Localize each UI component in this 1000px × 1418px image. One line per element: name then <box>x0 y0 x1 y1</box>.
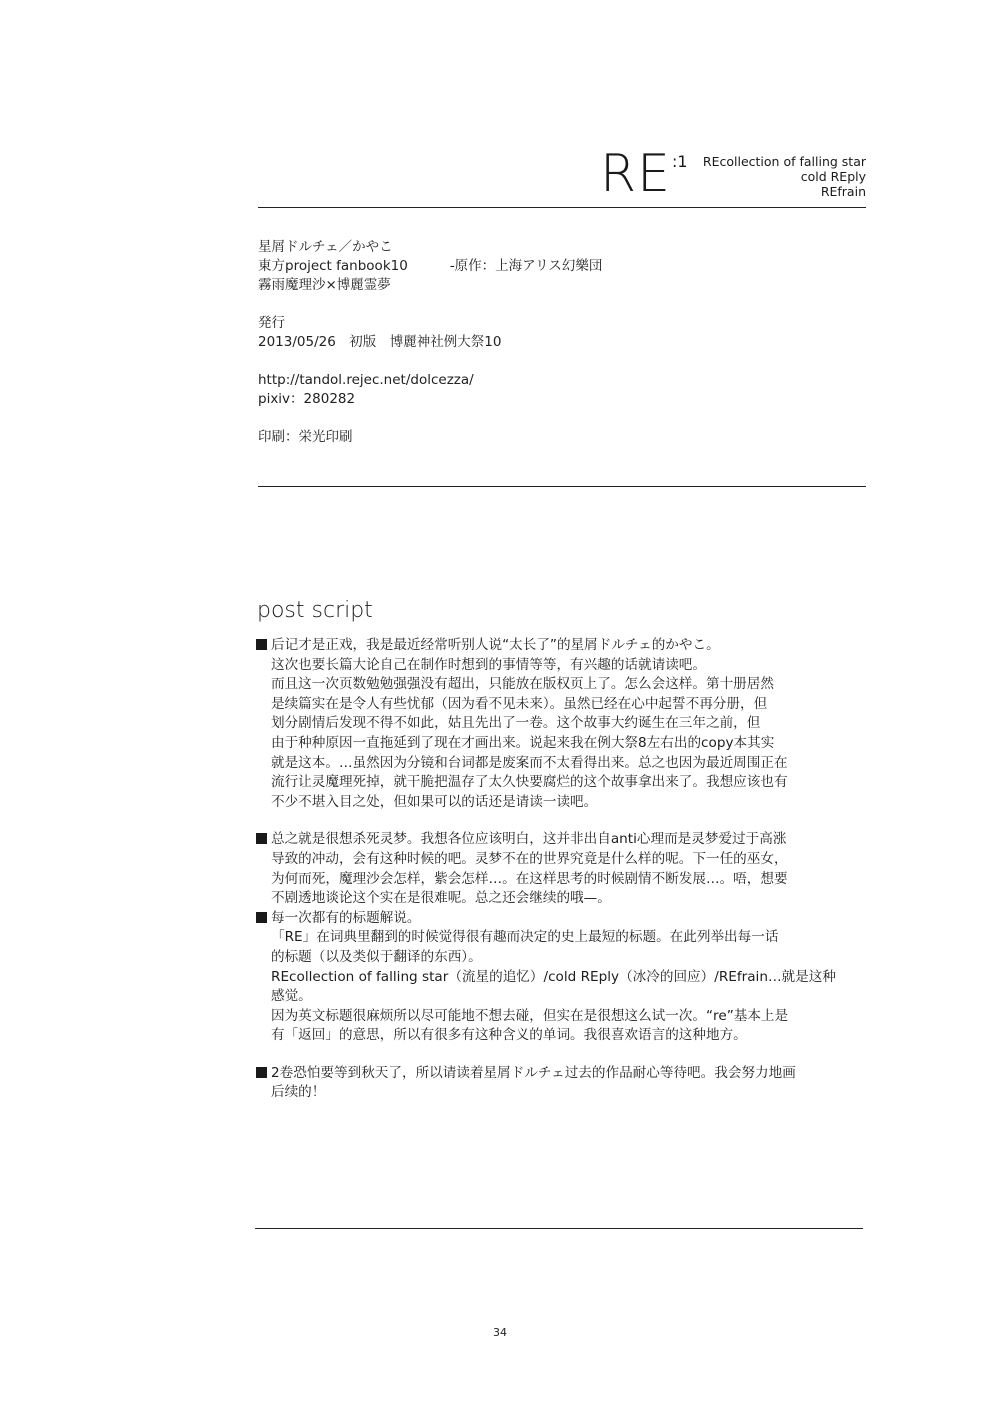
postscript-paragraph <box>256 1064 876 1103</box>
bullet-square-icon <box>256 912 267 923</box>
text-line: 由于种种原因一直拖延到了现在才画出来。说起来我在例大祭8左右出的copy本其实 <box>271 734 775 751</box>
text-line: 而且这一次页数勉勉强强没有超出，只能放在版权页上了。怎么会这样。第十册居然 <box>271 676 774 693</box>
text-line: 这次也要长篇大论自己在制作时想到的事情等等，有兴趣的话就请读吧。 <box>271 656 706 673</box>
text-line: 因为英文标题很麻烦所以尽可能地不想去碰，但实在是很想这么试一次。“re”基本上是 <box>271 1007 789 1024</box>
title-volume: :1 <box>672 152 688 171</box>
text-line: 每一次都有的标题解说。 <box>271 909 421 926</box>
postscript-heading: post script <box>257 598 373 623</box>
subtitle-3: REfrain <box>820 184 866 199</box>
pixiv-id: pixiv：280282 <box>258 391 356 407</box>
bullet-square-icon <box>256 639 267 650</box>
text-line: 有「返回」的意思，所以有很多有这种含义的单词。我很喜欢语言的这种地方。 <box>271 1027 747 1044</box>
text-line: 是续篇实在是令人有些忧郁（因为看不见未来）。虽然已经在心中起誓不再分册，但 <box>271 695 768 712</box>
website-url: http://tandol.rejec.net/dolcezza/ <box>258 372 474 388</box>
text-line: 为何而死，魔理沙会怎样，紫会怎样…。在这样思考的时候剧情不断发展…。唔，想要 <box>271 870 788 887</box>
publish-label: 発行 <box>258 315 285 331</box>
text-line: 不少不堪入目之处，但如果可以的话还是请读一读吧。 <box>271 793 598 810</box>
postscript-paragraph <box>256 636 876 812</box>
page-number: 34 <box>493 1326 507 1339</box>
text-line: REcollection of falling star（流星的追忆）/cold REply（冰冷的回应）/REfrain…就是这种 <box>271 968 836 985</box>
divider-bottom <box>255 1228 863 1229</box>
printer: 印刷：栄光印刷 <box>258 429 353 445</box>
postscript-paragraph <box>256 830 876 908</box>
title-main: RE <box>600 144 671 204</box>
text-line: 导致的冲动，会有这种时候的吧。灵梦不在的世界究竟是什么样的呢。下一任的巫女， <box>271 850 788 867</box>
text-line: 就是这本。…虽然因为分镜和台词都是废案而不太看得出来。总之也因为最近周围正在 <box>271 754 788 771</box>
colophon <box>258 238 602 447</box>
text-line: 划分剧情后发现不得不如此，姑且先出了一卷。这个故事大约诞生在三年之前，但 <box>271 715 761 732</box>
series: 東方project fanbook10 <box>258 258 408 274</box>
text-line: 不剧透地谈论这个实在是很难呢。总之还会继续的哦—。 <box>271 890 611 907</box>
pairing: 霧雨魔理沙×博麗霊夢 <box>258 277 391 293</box>
text-line: 的标题（以及类似于翻译的东西）。 <box>271 948 482 965</box>
divider-middle <box>258 486 866 487</box>
text-line: 感觉。 <box>271 988 312 1005</box>
divider-top <box>258 207 866 208</box>
postscript-body <box>256 636 876 1103</box>
bullet-square-icon <box>256 833 267 844</box>
title-subtitles <box>703 154 866 199</box>
text-line: 「RE」在词典里翻到的时候觉得很有趣而决定的史上最短的标题。在此列举出每一话 <box>271 929 779 946</box>
series-line <box>258 257 602 276</box>
text-line: 2卷恐怕要等到秋天了，所以请读着星屑ドルチェ过去的作品耐心等待吧。我会努力地画 <box>271 1064 796 1081</box>
circle-author: 星屑ドルチェ／かやこ <box>258 239 393 255</box>
subtitle-1: REcollection of falling star <box>702 154 866 169</box>
bullet-square-icon <box>256 1067 267 1078</box>
text-line: 流行让灵魔理死掉，就干脆把温存了太久快要腐烂的这个故事拿出来了。我想应该也有 <box>271 774 788 791</box>
text-line: 总之就是很想杀死灵梦。我想各位应该明白，这并非出自anti心理而是灵梦爱过于高涨 <box>271 831 787 848</box>
original-work: -原作：上海アリス幻樂団 <box>449 258 603 274</box>
postscript-paragraph <box>256 909 876 1046</box>
subtitle-2: cold REply <box>800 169 866 184</box>
text-line: 后续的！ <box>271 1084 326 1101</box>
publish-info: 2013/05/26 初版 博麗神社例大祭10 <box>258 334 502 350</box>
title-block <box>600 144 870 208</box>
text-line: 后记才是正戏，我是最近经常听别人说“太长了”的星屑ドルチェ的かやこ。 <box>271 637 720 653</box>
